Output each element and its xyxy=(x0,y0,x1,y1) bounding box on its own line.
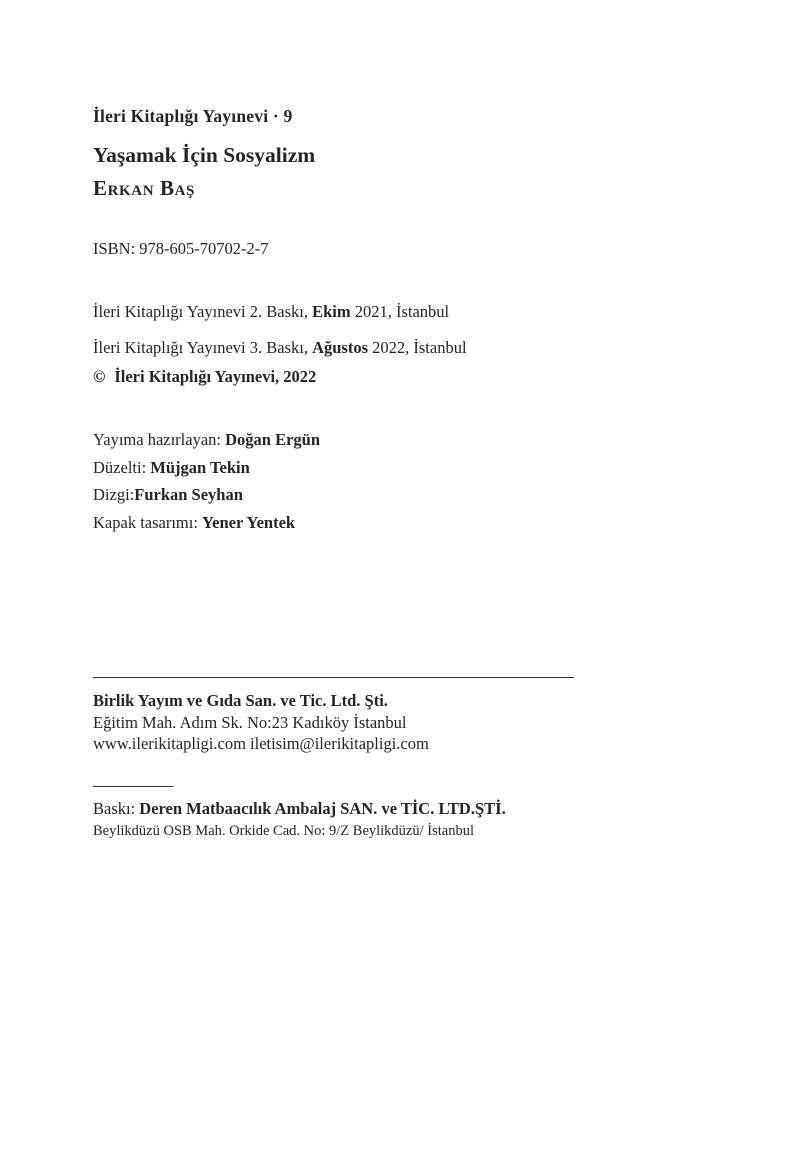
printing-label: Baskı: xyxy=(93,798,140,818)
edition-prefix: İleri Kitaplığı Yayınevi 2. Baskı, xyxy=(93,302,313,321)
credit-proofreader xyxy=(93,454,713,482)
credit-label: Kapak tasarımı: xyxy=(93,512,203,532)
series-title: İleri Kitaplığı Yayınevi · 9 xyxy=(93,106,293,126)
credit-cover-designer xyxy=(93,509,713,537)
publisher-contact: www.ilerikitapligi.com iletisim@ilerikitapligi.com xyxy=(93,734,429,753)
edition-prefix: İleri Kitaplığı Yayınevi 3. Baskı, xyxy=(93,338,313,357)
edition-suffix: 2022, İstanbul xyxy=(368,338,467,357)
credit-typesetter xyxy=(93,481,713,509)
credit-editor xyxy=(93,426,713,454)
publisher-divider xyxy=(93,677,574,678)
edition-month: Ekim xyxy=(312,302,351,321)
book-author: Erkan Baş xyxy=(93,176,196,200)
copyright-line xyxy=(93,367,713,387)
printing-address: Beylikdüzü OSB Mah. Orkide Cad. No: 9/Z Beylikdüzü/ İstanbul xyxy=(93,822,474,839)
credit-label: Düzelti: xyxy=(93,457,151,477)
printing-block xyxy=(93,799,713,840)
edition-month: Ağustos xyxy=(312,338,369,357)
edition-line-3rd xyxy=(93,338,713,358)
isbn: ISBN: 978-605-70702-2-7 xyxy=(93,239,269,258)
credit-name: Furkan Seyhan xyxy=(134,485,243,504)
printing-line xyxy=(93,799,713,819)
edition-line-2nd xyxy=(93,302,713,322)
credit-label: Yayıma hazırlayan: xyxy=(93,430,226,449)
credits-block xyxy=(93,426,713,536)
credit-label: Dizgi: xyxy=(93,485,135,504)
colophon-content xyxy=(93,106,713,840)
credit-name: Yener Yentek xyxy=(202,512,296,532)
publisher-name: Birlik Yayım ve Gıda San. ve Tic. Ltd. Şti. xyxy=(93,691,388,710)
credit-name: Müjgan Tekin xyxy=(150,457,250,477)
printing-company: Deren Matbaacılık Ambalaj SAN. ve TİC. LTD.ŞTİ. xyxy=(139,798,506,818)
book-title: Yaşamak İçin Sosyalizm xyxy=(93,143,316,167)
printing-divider xyxy=(93,786,173,787)
copyright-icon: © xyxy=(93,367,106,386)
publisher-block xyxy=(93,690,713,755)
credit-name: Doğan Ergün xyxy=(225,430,321,449)
copyright-text: İleri Kitaplığı Yayınevi, 2022 xyxy=(114,367,317,386)
edition-suffix: 2021, İstanbul xyxy=(350,302,450,321)
publisher-address: Eğitim Mah. Adım Sk. No:23 Kadıköy İstanbul xyxy=(93,712,407,732)
